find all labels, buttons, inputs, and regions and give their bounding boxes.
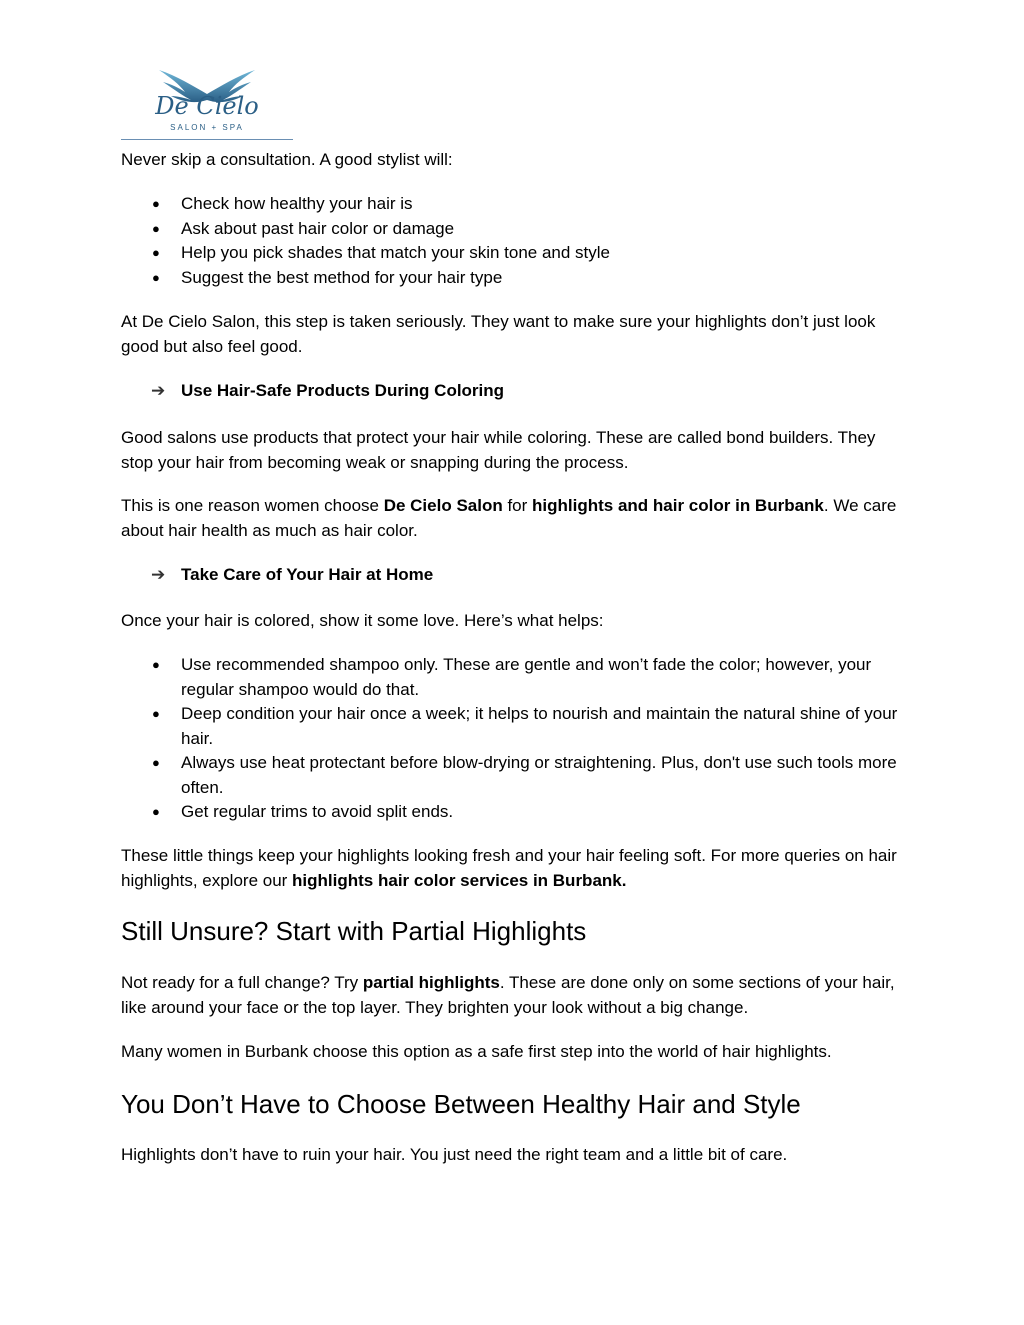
subheading-home-care: ➔ Take Care of Your Hair at Home — [121, 563, 971, 588]
paragraph-aftercare: Once your hair is colored, show it some love. Here’s what helps: — [121, 611, 604, 630]
heading-healthy-hair: You Don’t Have to Choose Between Healthy Hair and Style — [121, 1089, 801, 1119]
paragraph-little-things: These little things keep your highlights looking fresh and your hair feeling soft. For more queries on hair highlights, explore our highlights hair color services in Burbank. — [121, 846, 897, 890]
bullet-icon: ● — [152, 269, 160, 285]
intro-text: Never skip a consultation. A good stylist will: — [121, 150, 453, 169]
consult-list — [121, 192, 911, 290]
paragraph-bond-builders: Good salons use products that protect your hair while coloring. These are called bond builders. They stop your hair from becoming weak or snapping during the process. — [121, 428, 876, 472]
bullet-icon: ● — [152, 804, 160, 819]
care-list — [121, 653, 911, 825]
bullet-icon: ● — [152, 220, 160, 236]
arrow-right-icon: ➔ — [151, 565, 166, 584]
bullet-icon: ● — [152, 755, 160, 770]
list-item: ● Check how healthy your hair is — [121, 192, 911, 217]
subheading-products: ➔ Use Hair-Safe Products During Coloring — [121, 379, 971, 404]
paragraph-reason: This is one reason women choose De Cielo Salon for highlights and hair color in Burbank. We care about hair health as much as hair color. — [121, 496, 897, 540]
bullet-icon: ● — [152, 657, 160, 672]
list-item: ● Use recommended shampoo only. These are gentle and won’t fade the color; however, your regular shampoo would do that. — [152, 655, 872, 699]
bullet-icon: ● — [152, 196, 160, 211]
list-item: ● Suggest the best method for your hair type — [121, 266, 911, 291]
logo-brand: De Cielo — [155, 92, 259, 120]
arrow-right-icon: ➔ — [151, 381, 166, 400]
bullet-icon: ● — [152, 706, 160, 721]
logo-divider — [121, 139, 293, 140]
list-item: ● Help you pick shades that match your skin tone and style — [121, 241, 911, 266]
list-item: ● Deep condition your hair once a week; it helps to nourish and maintain the natural shine of your hair. — [152, 704, 898, 748]
paragraph-partial: Not ready for a full change? Try partial highlights. These are done only on some sections of your hair, like around your face or the top layer. They brighten your look without a big change. — [121, 973, 895, 1017]
services-link-text: highlights hair color services in Burbank. — [292, 870, 627, 890]
paragraph-closing: Highlights don’t have to ruin your hair. You just need the right team and a little bit of care. — [121, 1145, 788, 1164]
list-item: ● Always use heat protectant before blow-drying or straightening. Plus, don't use such tools more often. — [152, 753, 897, 797]
logo — [121, 64, 293, 142]
logo-tagline: SALON + SPA — [170, 123, 244, 132]
wings-logo-icon — [121, 64, 293, 139]
paragraph-many-women: Many women in Burbank choose this option as a safe first step into the world of hair highlights. — [121, 1042, 832, 1061]
heading-partial-highlights: Still Unsure? Start with Partial Highlights — [121, 916, 587, 946]
bullet-icon: ● — [152, 245, 160, 260]
paragraph-consult: At De Cielo Salon, this step is taken seriously. They want to make sure your highlights don’t just look good but also feel good. — [121, 312, 876, 356]
list-item: ● Ask about past hair color or damage — [121, 217, 911, 242]
list-item: ● Get regular trims to avoid split ends. — [121, 800, 911, 825]
